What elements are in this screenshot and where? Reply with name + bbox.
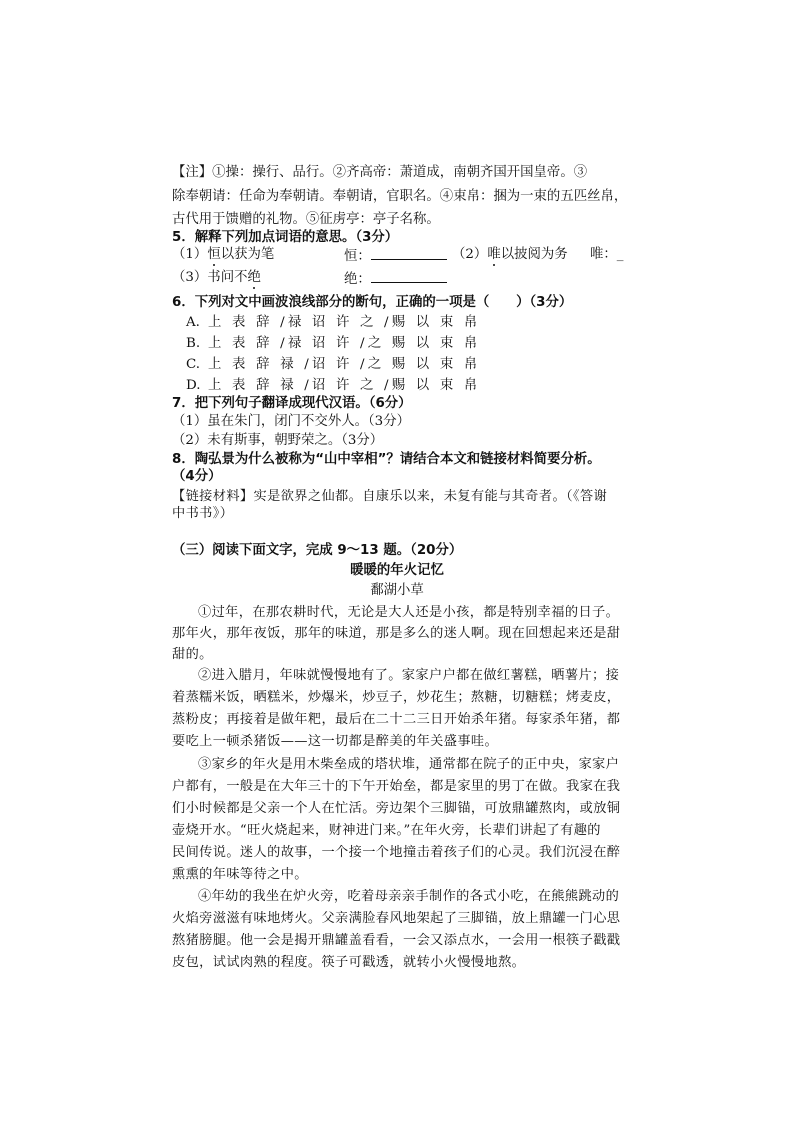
paragraph-3-line: 们小时候都是父亲一个人在忙活。旁边架个三脚锚，可放鼎罐熬肉，或放铜 (172, 801, 621, 816)
paragraph-4-line: ④年幼的我坐在炉火旁，吃着母亲亲手制作的各式小吃，在熊熊跳动的 (198, 889, 620, 904)
emphasis-dot-char: 绝 (247, 270, 261, 285)
question-5-item-3-answer: 绝： (344, 268, 447, 290)
paragraph-2-line: ②进入腊月，年味就慢慢地有了。家家户户都在做红薯糕，晒薯片；接 (198, 668, 620, 683)
question-5-item-2: （2）唯以披阅为务 (452, 247, 568, 262)
paragraph-2-line: 着蒸糯米饭，晒糕米，炒爆米，炒豆子，炒花生；熬糖，切糖糕；烤麦皮， (172, 690, 621, 705)
paragraph-3-line: ③家乡的年火是用木柴垒成的塔状堆，通常都在院子的正中央，家家户 (198, 757, 620, 772)
question-8-title: 8．陶弘景为什么被称为“山中宰相”？请结合本文和链接材料简要分析。 (172, 452, 601, 467)
question-7-title: 7．把下列句子翻译成现代汉语。（6分） (172, 396, 412, 411)
question-7-sentence-1: （1）虽在朱门，闭门不交外人。（3分） (172, 414, 410, 429)
answer-blank[interactable] (371, 245, 447, 260)
article-title: 暖暖的年火记忆 (350, 563, 444, 578)
paragraph-3-line: 户都有，一般是在大年三十的下午开始垒，都是家里的男丁在做。我家在我 (172, 779, 621, 794)
option-b[interactable]: B. 上 表 辞 /禄 诏 许 /之 赐 以 束 帛 (186, 336, 481, 351)
note-line-2: 除奉朝请：任命为奉朝请。奉朝请，官职名。④束帛：捆为一束的五匹丝帛， (172, 189, 628, 204)
note-line-3: 古代用于馈赠的礼物。⑤征虏亭：亭子名称。 (172, 212, 440, 227)
link-material-line-1: 【链接材料】实是欲界之仙都。自康乐以来，未复有能与其奇者。（《答谢 (172, 489, 608, 504)
emphasis-dot-char: 唯 (487, 247, 501, 262)
emphasis-dot-char: 恒 (207, 247, 221, 262)
section-3-heading: （三）阅读下面文字，完成 9～13 题。（20分） (172, 543, 463, 558)
question-5-item-1-answer: 恒： (344, 245, 447, 267)
answer-blank[interactable] (371, 268, 447, 283)
option-d[interactable]: D. 上 表 辞 禄 /诏 许 之 /赐 以 束 帛 (186, 378, 481, 393)
paragraph-3-line: 熏熏的年味等待之中。 (172, 867, 308, 882)
paragraph-1-line: 甜的。 (172, 647, 213, 662)
note-line-1: 【注】①操：操行、品行。②齐高帝：萧道成，南朝齐国开国皇帝。③ (172, 165, 588, 180)
paragraph-2-line: 要吃上一顿杀猪饭——这一切都是醉美的年关盛事哇。 (172, 734, 499, 749)
option-a[interactable]: A. 上 表 辞 /禄 诏 许 之 /赐 以 束 帛 (186, 315, 481, 330)
question-5-title: 5．解释下列加点词语的意思。（3分） (172, 230, 399, 245)
question-5-item-2-answer[interactable]: 唯：_ (590, 247, 624, 262)
question-5-item-3: （3）书问不绝 (172, 270, 261, 285)
question-6-title: 6．下列对文中画波浪线部分的断句，正确的一项是（ ）（3分） (172, 295, 573, 310)
paragraph-4-line: 火焰旁滋滋有味地烤火。父亲满脸春风地架起了三脚锚，放上鼎罐一门心思 (172, 911, 621, 926)
question-5-item-1: （1）恒以获为笔 (172, 247, 275, 262)
paragraph-3-line: 壶烧开水。“旺火烧起来，财神进门来。”在年火旁，长辈们讲起了有趣的 (172, 823, 601, 838)
paragraph-4-line: 熬猪膀腿。他一会是揭开鼎罐盖看看，一会又添点水，一会用一根筷子戳戳 (172, 933, 621, 948)
paragraph-1-line: 那年火，那年夜饭，那年的味道，那是多么的迷人啊。现在回想起来还是甜 (172, 626, 621, 641)
paragraph-4-line: 皮包，试试肉熟的程度。筷子可戳透，就转小火慢慢地熬。 (172, 955, 526, 970)
option-c[interactable]: C. 上 表 辞 禄 /诏 许 /之 赐 以 束 帛 (186, 357, 481, 372)
paragraph-2-line: 蒸粉皮；再接着是做年粑，最后在二十二三日开始杀年猪。每家杀年猪，都 (172, 712, 621, 727)
question-8-points: （4分） (172, 469, 222, 484)
article-author: 鄱湖小草 (370, 583, 424, 598)
question-7-sentence-2: （2）未有斯事，朝野荣之。（3分） (172, 433, 384, 448)
paragraph-1-line: ①过年，在那农耕时代，无论是大人还是小孩，都是特别幸福的日子。 (198, 605, 620, 620)
link-material-line-2: 中书书》） (172, 506, 234, 521)
paragraph-3-line: 民间传说。迷人的故事，一个接一个地撞击着孩子们的心灵。我们沉浸在醉 (172, 845, 621, 860)
